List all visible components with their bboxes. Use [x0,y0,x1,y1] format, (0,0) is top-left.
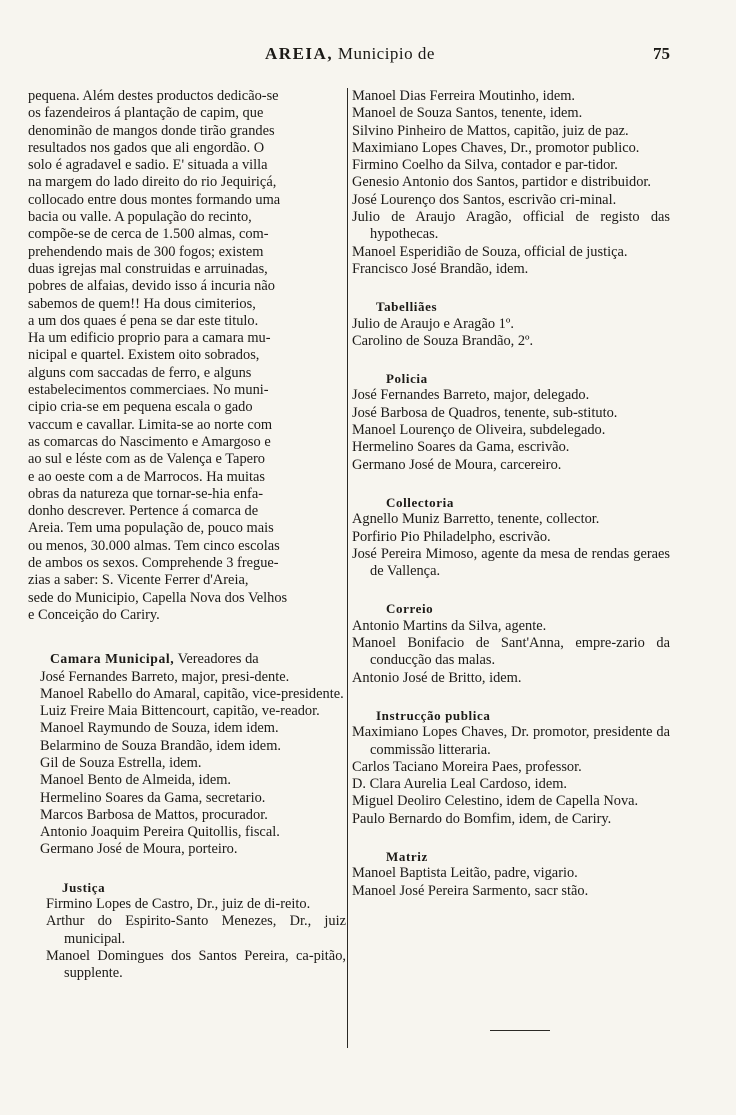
intro-line: sabemos de quem!! Ha dous cimiterios, [28,295,256,312]
intro-line: ao sul e léste com as de Valença e Tapero [28,451,266,468]
camara-entry: Antonio Joaquim Pereira Quitollis, fiscal. [40,824,280,841]
camara-heading [28,650,346,668]
justica-entry: Manoel Esperidião de Souza, official de justiça. [352,243,628,260]
collectoria-entry: Porfirio Pio Philadelpho, escrivão. [352,528,551,545]
intro-paragraph [28,88,346,624]
policia-heading: Policia [386,371,428,387]
camara-entry: Manoel Raymundo de Souza, idem idem. [40,720,279,737]
policia-list [352,387,670,473]
camara-entry: Manoel Bento de Almeida, idem. [40,772,232,789]
tabelliaes-entry: Carolino de Souza Brandão, 2º. [352,332,534,349]
intro-line: as comarcas do Nascimento e Amargoso e [28,433,271,450]
intro-line: duas igrejas mal construidas e arruinadas, [28,260,268,277]
running-title-rest: Municipio de [337,44,435,63]
matriz-heading: Matriz [386,848,428,864]
intro-line: e Conceição do Cariry. [28,606,160,623]
instruccao-entry: Carlos Taciano Moreira Paes, professor. [352,758,582,775]
intro-line: pequena. Além destes productos dedicão-se [28,88,279,104]
camara-entry: Marcos Barbosa de Mattos, procurador. [40,806,268,823]
collectoria-list [352,511,670,580]
policia-entry: José Barbosa de Quadros, tenente, sub-stituto. [352,404,618,421]
correio-heading: Correio [386,601,434,617]
correio-entry: Antonio José de Britto, idem. [352,669,522,686]
justica-entry: Arthur do Espirito-Santo Menezes, Dr., juiz municipal. [46,913,346,947]
camara-heading-bold: Camara Municipal, [50,651,175,667]
intro-line: sede do Municipio, Capella Nova dos Velhos [28,589,288,606]
collectoria-entry: José Pereira Mimoso, agente da mesa de rendas geraes de Vallença. [352,545,670,580]
justica-entry: Firmino Lopes de Castro, Dr., juiz de di-reito. [46,896,311,913]
intro-line: denominão de mangos donde tirão grandes [28,122,275,139]
intro-line: estabelecimentos commerciaes. No muni- [28,382,269,399]
page-header [30,44,670,68]
justica-heading: Justiça [62,879,106,895]
end-rule [490,1030,550,1031]
intro-line: na margem do lado direito do rio Jequiriçá, [28,174,277,191]
intro-line: zias a saber: S. Vicente Ferrer d'Areia, [28,572,249,589]
intro-line: alguns com saccadas de ferro, e alguns [28,364,252,381]
camara-entry: Belarmino de Souza Brandão, idem idem. [40,737,281,754]
camara-entry: Germano José de Moura, porteiro. [40,841,238,858]
policia-entry: Germano José de Moura, carcereiro. [352,456,562,473]
justica-entry: Julio de Araujo Aragão, official de registo das hypothecas. [352,209,670,243]
intro-line: compõe-se de cerca de 1.500 almas, com- [28,226,269,243]
intro-line: bacia ou valle. A população do recinto, [28,209,252,226]
justica-entry: Genesio Antonio dos Santos, partidor e distribuidor. [352,174,651,191]
intro-line: Ha um edificio proprio para a camara mu- [28,330,271,347]
intro-line: cipio cria-se em pequena escala o gado [28,399,253,416]
policia-entry: José Fernandes Barreto, major, delegado. [352,387,590,404]
left-column [28,88,346,983]
collectoria-heading: Collectoria [386,494,454,510]
justica-entry: Silvino Pinheiro de Mattos, capitão, juiz de paz. [352,122,629,139]
justica-list [28,896,346,982]
intro-line: solo é agradavel e sadio. E' situada a villa [28,157,268,174]
intro-line: a um dos quaes é pena se dar este titulo. [28,312,259,329]
camara-entry: Gil de Souza Estrella, idem. [40,754,202,771]
tabelliaes-entry: Julio de Araujo e Aragão 1º. [352,315,514,332]
instruccao-heading: Instrucção publica [376,707,491,723]
matriz-list [352,865,670,900]
instruccao-entry: Miguel Deoliro Celestino, idem de Capella Nova. [352,793,639,810]
right-column [352,88,670,900]
matriz-entry: Manoel José Pereira Sarmento, sacr stão. [352,882,589,899]
camara-entry: Luiz Freire Maia Bittencourt, capitão, ve-reador. [40,703,320,720]
camara-entry: Hermelino Soares da Gama, secretario. [40,789,266,806]
camara-entry: José Fernandes Barreto, major, presi-dente. [40,668,290,685]
instruccao-entry: Paulo Bernardo do Bomfim, idem, de Cariry. [352,810,612,827]
correio-entry: Manoel Bonifacio de Sant'Anna, empre-zario da conducção das malas. [352,635,670,669]
instruccao-list [352,724,670,828]
page-number: 75 [653,44,670,63]
camara-heading-rest: Vereadores da [177,651,259,668]
justica-entry: José Lourenço dos Santos, escrivão cri-minal. [352,191,617,208]
policia-entry: Manoel Lourenço de Oliveira, subdelegado. [352,422,606,439]
intro-line: collocado entre dous montes formando uma [28,191,281,208]
column-divider [347,88,348,1048]
camara-entry: Manoel Rabello do Amaral, capitão, vice-presidente. [40,685,344,702]
intro-line: Areia. Tem uma população de, pouco mais [28,520,274,537]
justica-entry: Manoel Domingues dos Santos Pereira, ca-pitão, supplente. [46,947,346,982]
justica-continued-list [352,88,670,278]
intro-line: de ambos os sexos. Comprehende 3 fregue- [28,555,279,572]
correio-list [352,618,670,687]
intro-line: pobres de alfaias, devido isso á incuria não [28,278,275,295]
tabelliaes-heading: Tabelliães [376,299,438,315]
matriz-entry: Manoel Baptista Leitão, padre, vigario. [352,865,578,882]
justica-entry: Maximiano Lopes Chaves, Dr., promotor publico. [352,139,640,156]
running-title [30,44,670,64]
intro-line: ou menos, 30.000 almas. Tem cinco escolas [28,537,280,554]
justica-entry: Firmino Coelho da Silva, contador e par-tidor. [352,157,618,174]
tabelliaes-list [352,316,670,351]
collectoria-entry: Agnello Muniz Barretto, tenente, collector. [352,511,600,528]
intro-line: resultados nos gados que ali engordão. O [28,139,265,156]
policia-entry: Hermelino Soares da Gama, escrivão. [352,439,570,456]
intro-line: os fazendeiros á plantação de capim, que [28,105,264,122]
camara-list [28,669,346,859]
instruccao-entry: D. Clara Aurelia Leal Cardoso, idem. [352,776,567,793]
justica-entry: Manoel Dias Ferreira Moutinho, idem. [352,88,576,104]
intro-line: prehendendo mais de 300 fogos; existem [28,243,264,260]
instruccao-entry: Maximiano Lopes Chaves, Dr. promotor, presidente da commissão litteraria. [352,724,670,758]
justica-entry: Manoel de Souza Santos, tenente, idem. [352,105,583,122]
intro-line: vaccum e cavallar. Limita-se ao norte com [28,416,273,433]
intro-line: obras da natureza que tornar-se-hia enfa- [28,485,264,502]
running-title-bold: AREIA, [265,44,334,63]
intro-line: e ao oeste com a de Marrocos. Ha muitas [28,468,265,485]
justica-entry: Francisco José Brandão, idem. [352,260,529,277]
correio-entry: Antonio Martins da Silva, agente. [352,617,547,634]
intro-line: donho descrever. Pertence á comarca de [28,503,259,520]
intro-line: nicipal e quartel. Existem oito sobrados, [28,347,260,364]
